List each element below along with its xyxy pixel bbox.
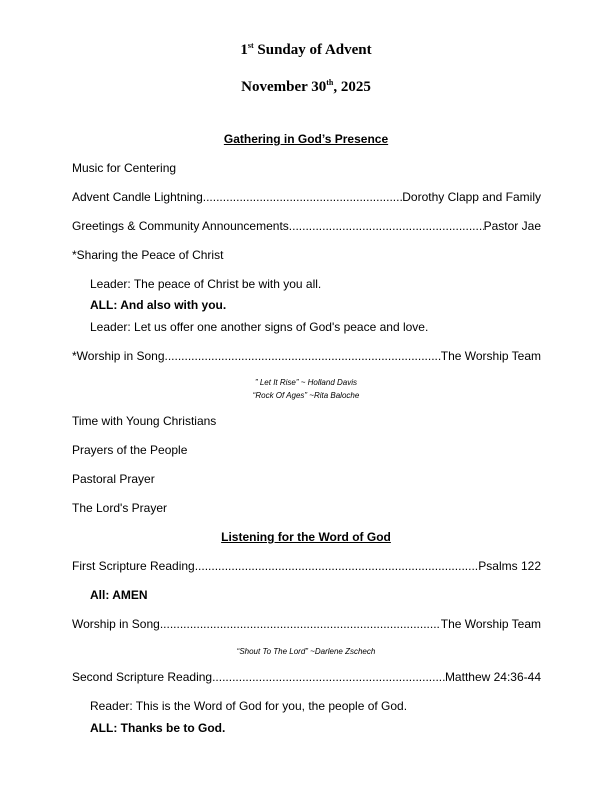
- leader-value: Psalms 122: [478, 559, 541, 573]
- leader-label: Second Scripture Reading: [72, 670, 213, 684]
- dot-leader: [212, 670, 445, 684]
- greetings-line: [72, 219, 541, 233]
- advent-candle-line: [72, 190, 541, 204]
- song-title-1: ” Let It Rise” ~ Holland Davis: [254, 378, 358, 387]
- dot-leader: [195, 559, 479, 573]
- lords-prayer: The Lord's Prayer: [72, 501, 167, 515]
- section-heading-gathering: Gathering in God’s Presence: [223, 132, 389, 146]
- leader-value: Matthew 24:36-44: [444, 670, 541, 684]
- leader-label: Worship in Song: [72, 617, 160, 631]
- leader-value: Pastor Jae: [483, 219, 541, 233]
- song-title-3: “Shout To The Lord” ~Darlene Zschech: [236, 647, 376, 656]
- leader-label: First Scripture Reading: [72, 559, 195, 573]
- young-christians: Time with Young Christians: [72, 414, 217, 428]
- all-amen: All: AMEN: [90, 588, 148, 602]
- all-response-1: ALL: And also with you.: [90, 298, 227, 312]
- title-ordinal: 1: [240, 42, 248, 58]
- leader-line-2: Leader: Let us offer one another signs of God's peace and love.: [90, 320, 429, 334]
- service-date: [0, 79, 612, 96]
- leader-value: Dorothy Clapp and Family: [402, 190, 541, 204]
- leader-label: Advent Candle Lightning: [72, 190, 203, 204]
- dot-leader: [203, 190, 403, 204]
- title-ordinal-suffix: st: [247, 41, 254, 50]
- leader-value: The Worship Team: [440, 349, 541, 363]
- worship-in-song-line: [72, 349, 541, 363]
- worship-in-song-line-2: [72, 617, 541, 631]
- reader-line: Reader: This is the Word of God for you, the people of God.: [90, 699, 408, 713]
- sharing-peace: *Sharing the Peace of Christ: [72, 248, 224, 262]
- section-heading-listening: Listening for the Word of God: [221, 530, 391, 544]
- music-for-centering: Music for Centering: [72, 161, 177, 175]
- title-text: Sunday of Advent: [253, 42, 372, 58]
- date-suffix: th: [326, 78, 334, 87]
- dot-leader: [165, 349, 441, 363]
- date-month-day: November 30: [241, 79, 327, 95]
- page-title: [0, 42, 612, 59]
- leader-label: Greetings & Community Announcements: [72, 219, 289, 233]
- date-year: , 2025: [333, 79, 371, 95]
- pastoral-prayer: Pastoral Prayer: [72, 472, 155, 486]
- song-title-2: “Rock Of Ages” ~Rita Baloche: [252, 391, 360, 400]
- leader-label: *Worship in Song: [72, 349, 165, 363]
- dot-leader: [289, 219, 484, 233]
- prayers-of-people: Prayers of the People: [72, 443, 188, 457]
- dot-leader: [160, 617, 441, 631]
- leader-line-1: Leader: The peace of Christ be with you all.: [90, 277, 322, 291]
- leader-value: The Worship Team: [440, 617, 541, 631]
- second-scripture-line: [72, 670, 541, 684]
- all-thanks: ALL: Thanks be to God.: [90, 721, 226, 735]
- first-scripture-line: [72, 559, 541, 573]
